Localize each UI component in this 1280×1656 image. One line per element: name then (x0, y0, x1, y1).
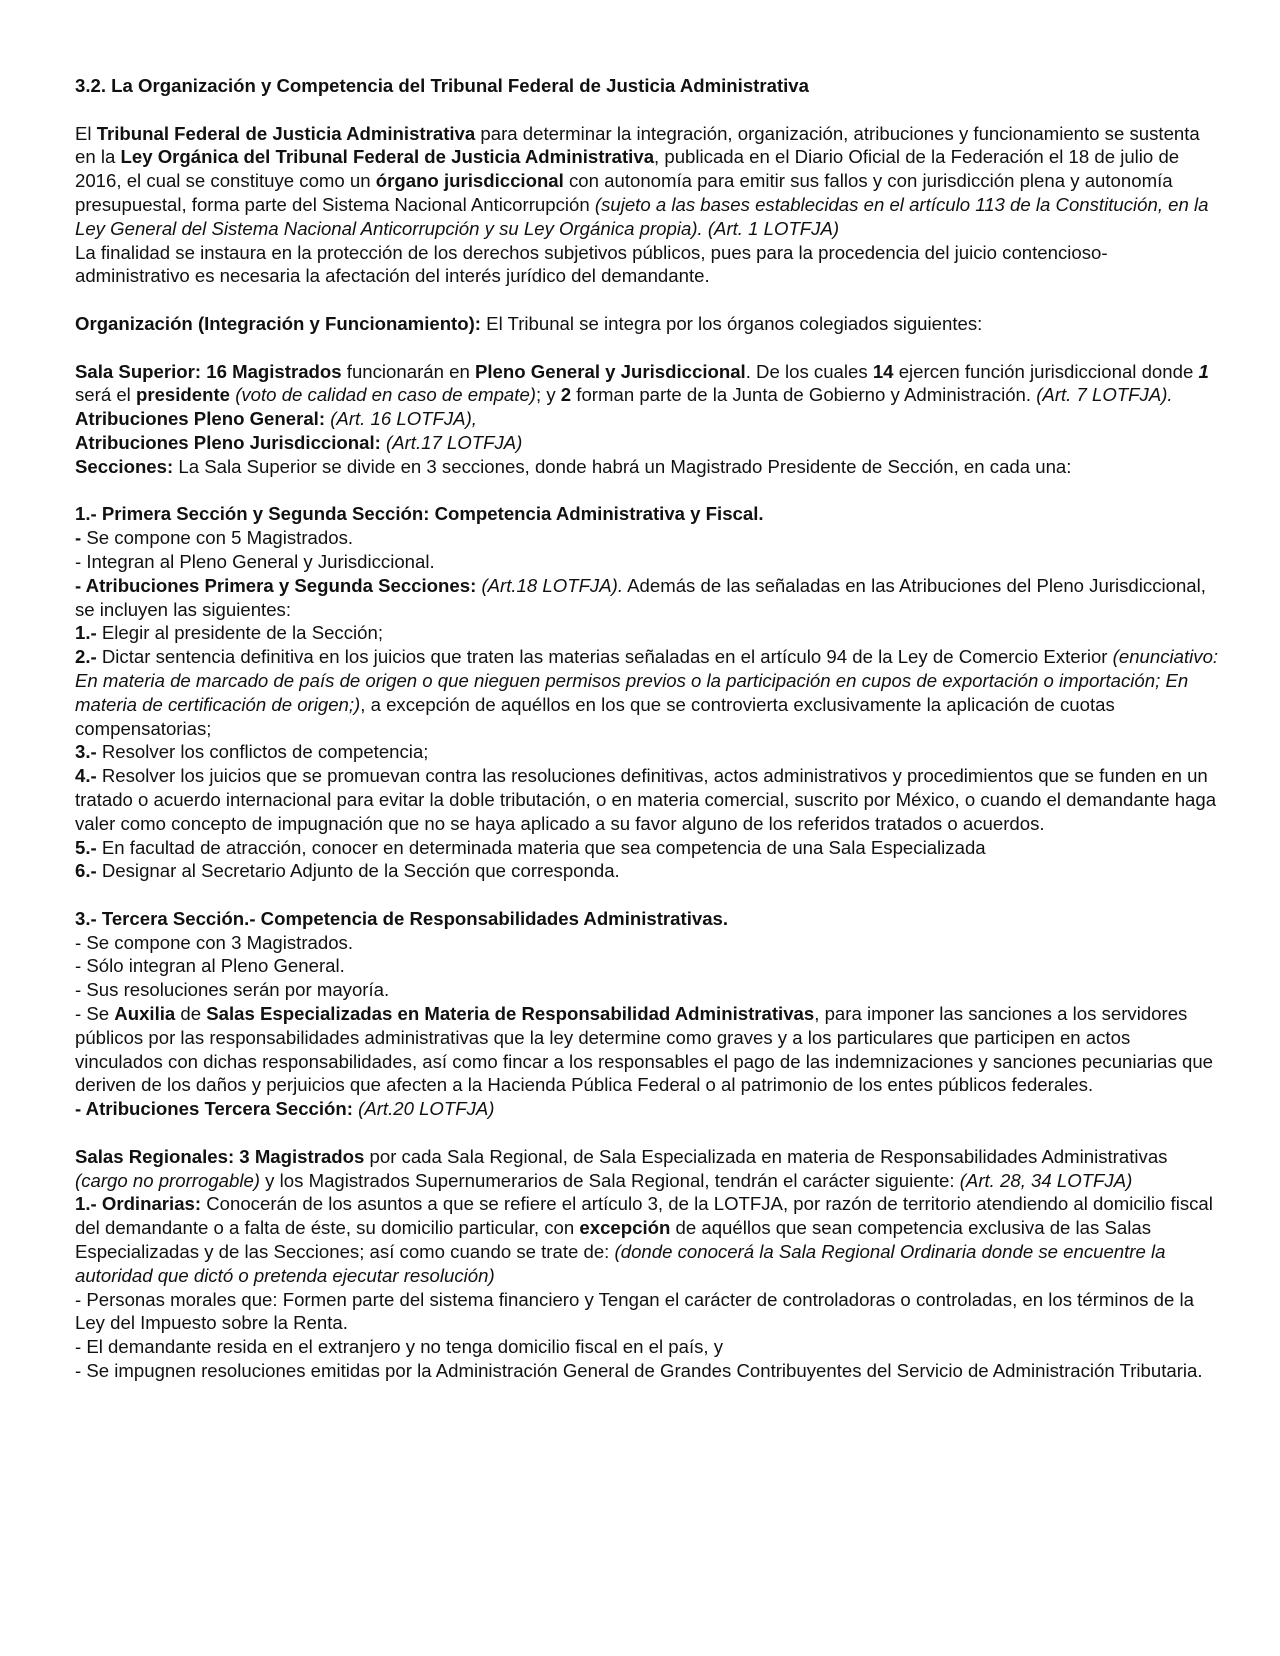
list-item (75, 978, 1220, 1002)
text-run: funcionarán en (341, 360, 475, 382)
text-run: con autonomía para emitir sus fallos y con jurisdicción plena y autonomía presupuestal, forma parte del Sistema Nacional Anticorrupción (75, 170, 1173, 215)
text-run: Tribunal Federal de Justicia Administrativa (96, 122, 476, 144)
text-run: de aquéllos que sean competencia exclusiva de las Salas Especializadas y de las Secciones; así como cuando se trate de: (75, 1217, 1152, 1263)
text-run (1198, 361, 1208, 382)
atribuciones-pleno-general (75, 407, 1220, 431)
list-item (75, 1335, 1220, 1359)
numbered-item (75, 836, 1220, 860)
text-run: (cargo no prorrogable) (75, 1169, 261, 1191)
text-run: Salas Especializadas en Materia de Responsabilidad Administrativas (206, 1003, 815, 1025)
text-run: 14 (872, 360, 894, 382)
list-item (75, 1097, 1220, 1121)
text-run: Organización (Integración y Funcionamiento): (75, 312, 481, 334)
text-run: (Art.17 LOTFJA) (386, 431, 523, 453)
text-run: 4.- (75, 765, 97, 787)
text-run: (enunciativo: En materia de marcado de país de origen o que nieguen permisos previos o la participación en cupos de exportación o importación; En materia de certificación de origen;) (75, 646, 1219, 715)
text-run: - (75, 527, 82, 549)
text-run: Elegir al presidente de la Sección; (96, 622, 384, 644)
text-run: 1 (1198, 360, 1209, 382)
text-run: (Art. 28, 34 LOTFJA) (959, 1169, 1133, 1191)
text-run: - Se compone con 3 Magistrados. (75, 931, 354, 953)
text-run: Resolver los conflictos de competencia; (96, 741, 429, 763)
text-run: órgano jurisdiccional (375, 170, 564, 192)
text-run: forman parte de la Junta de Gobierno y Administración. (571, 384, 1037, 406)
tercera-seccion-title (75, 907, 1220, 931)
section-heading (75, 74, 1220, 98)
text-run: 2.- (75, 646, 97, 668)
text-run: Dictar sentencia definitiva en los juicios que traten las materias señaladas en el artículo 94 de la Ley de Comercio Exterior (96, 646, 1113, 668)
text-run: ejercen función jurisdiccional donde (893, 360, 1199, 382)
text-run: 1.- Primera Sección y Segunda Sección: Competencia Administrativa y Fiscal. (75, 503, 764, 525)
text-run: La Sala Superior se divide en 3 secciones, donde habrá un Magistrado Presidente de Sección, en cada una: (173, 455, 1072, 477)
text-run: La finalidad se instaura en la protección de los derechos subjetivos públicos, pues para la procedencia del juicio contencioso-administrativo es necesaria la afectación del interés jurídico del demandante. (75, 241, 1108, 287)
text-run: - Se impugnen resoluciones emitidas por la Administración General de Grandes Contribuyentes del Servicio de Administración Tributaria. (75, 1360, 1203, 1382)
text-run: El Tribunal se integra por los órganos colegiados siguientes: (481, 312, 983, 334)
list-item (75, 526, 1220, 550)
text-run: 1.- Ordinarias: (75, 1193, 202, 1215)
text-run: Además de las señaladas en las Atribuciones del Pleno Jurisdiccional, se incluyen las siguientes: (75, 574, 1206, 620)
text-run: será el (75, 384, 136, 406)
text-run: Salas Regionales: 3 Magistrados (75, 1145, 365, 1167)
text-run: presidente (135, 384, 231, 406)
text-run: (Art.20 LOTFJA) (358, 1098, 495, 1120)
text-run: (Art. 16 LOTFJA), (330, 408, 477, 430)
text-run: - Integran al Pleno General y Jurisdiccional. (75, 550, 435, 572)
intro-paragraph (75, 122, 1220, 241)
text-run: , a excepción de aquéllos en los que se controvierta exclusivamente la aplicación de cuotas compensatorias; (75, 693, 1115, 739)
text-run: El (75, 122, 97, 144)
text-run: , publicada en el Diario Oficial de la Federación el 18 de julio de 2016, el cual se constituye como un (75, 146, 1180, 192)
text-run: (Art.18 LOTFJA). (481, 574, 623, 596)
text-run: (voto de calidad en caso de empate) (235, 384, 536, 406)
text-run: Pleno General y Jurisdiccional (474, 360, 746, 382)
text-run: Sala Superior: 16 Magistrados (75, 360, 342, 382)
text-run: 6.- (75, 860, 97, 882)
text-run: excepción (579, 1217, 671, 1239)
ordinarias-paragraph (75, 1192, 1220, 1287)
sala-superior-paragraph (75, 360, 1220, 408)
text-run: - Atribuciones Primera y Segunda Secciones: (75, 574, 477, 596)
text-run: Atribuciones Pleno Jurisdiccional: (75, 431, 381, 453)
list-item (75, 1002, 1220, 1097)
text-run: - Sólo integran al Pleno General. (75, 955, 345, 977)
text-run: Secciones: (75, 455, 174, 477)
text-run: Se compone con 5 Magistrados. (81, 527, 354, 549)
list-item (75, 1359, 1220, 1383)
text-run: Atribuciones Pleno General: (75, 408, 326, 430)
atribuciones-pleno-jurisdiccional (75, 431, 1220, 455)
text-run: Ley Orgánica del Tribunal Federal de Justicia Administrativa (120, 146, 655, 168)
text-run: Resolver los juicios que se promuevan contra las resoluciones definitivas, actos administrativos y procedimientos que se funden en un tratado o acuerdo internacional para evitar la doble tributación, o en materia comercial, suscrito por México, o cuando el demandante haga valer como concepto de impugnación que no se haya aplicado a su favor alguno de los referidos tratados o acuerdos. (75, 765, 1217, 834)
text-run: Designar al Secretario Adjunto de la Sección que corresponda. (96, 860, 620, 882)
organizacion-paragraph (75, 312, 1220, 336)
finalidad-paragraph (75, 241, 1220, 289)
text-run: ; y (535, 384, 561, 406)
text-run: - Personas morales que: Formen parte del sistema financiero y Tengan el carácter de controladoras o controladas, en los términos de la Ley del Impuesto sobre la Renta. (75, 1288, 1194, 1334)
text-run: (sujeto a las bases establecidas en el artículo 113 de la Constitución, en la Ley General del Sistema Nacional Anticorrupción y su Ley Orgánica propia). (Art. 1 LOTFJA) (75, 193, 1209, 239)
text-run: - Se (75, 1003, 115, 1025)
text-run: - Atribuciones Tercera Sección: (75, 1098, 353, 1120)
text-run: 5.- (75, 836, 97, 858)
list-item (75, 931, 1220, 955)
numbered-item (75, 621, 1220, 645)
list-item (75, 574, 1220, 622)
salas-regionales-paragraph (75, 1145, 1220, 1193)
text-run: . De los cuales (745, 360, 873, 382)
text-run: 3.- (75, 741, 97, 763)
numbered-item (75, 740, 1220, 764)
list-item (75, 954, 1220, 978)
list-item (75, 550, 1220, 574)
list-item (75, 1288, 1220, 1336)
text-run: 2 (560, 384, 572, 406)
text-run: de (175, 1003, 207, 1025)
text-run: (Art. 7 LOTFJA). (1036, 384, 1173, 406)
text-run: Auxilia (114, 1003, 176, 1025)
text-run: y los Magistrados Supernumerarios de Sala Regional, tendrán el carácter siguiente: (260, 1169, 960, 1191)
text-run: 1.- (75, 622, 97, 644)
text-run: 3.- Tercera Sección.- Competencia de Responsabilidades Administrativas. (75, 907, 729, 929)
text-run: Conocerán de los asuntos a que se refiere el artículo 3, de la LOTFJA, por razón de territorio atendiendo al domicilio fiscal del demandante o a falta de éste, su domicilio particular, con (75, 1193, 1213, 1239)
text-run: por cada Sala Regional, de Sala Especializada en materia de Responsabilidades Administrativas (364, 1145, 1168, 1167)
text-run: (donde conocerá la Sala Regional Ordinaria donde se encuentre la autoridad que dictó o pretenda ejecutar resolución) (75, 1241, 1166, 1286)
heading-text: 3.2. La Organización y Competencia del Tribunal Federal de Justicia Administrativa (75, 75, 809, 96)
text-run: En facultad de atracción, conocer en determinada materia que sea competencia de una Sala Especializada (96, 836, 986, 858)
text-run: - El demandante resida en el extranjero y no tenga domicilio fiscal en el país, y (75, 1336, 724, 1358)
secciones-paragraph (75, 455, 1220, 479)
numbered-item (75, 764, 1220, 835)
numbered-item (75, 645, 1220, 740)
text-run: , para imponer las sanciones a los servidores públicos por las responsabilidades administrativas que la ley determine como graves y a los particulares que participen en actos vinculados con dichas responsabilidades, así como fincar a los responsables el pago de las indemnizaciones y sanciones pecuniarias que deriven de los daños y perjuicios que afecten a la Hacienda Pública Federal o al patrimonio de los entes públicos federales. (75, 1003, 1213, 1096)
numbered-item (75, 859, 1220, 883)
text-run: para determinar la integración, organización, atribuciones y funcionamiento se sustenta en la (75, 122, 1200, 168)
primera-seccion-title (75, 502, 1220, 526)
text-run: - Sus resoluciones serán por mayoría. (75, 979, 390, 1001)
